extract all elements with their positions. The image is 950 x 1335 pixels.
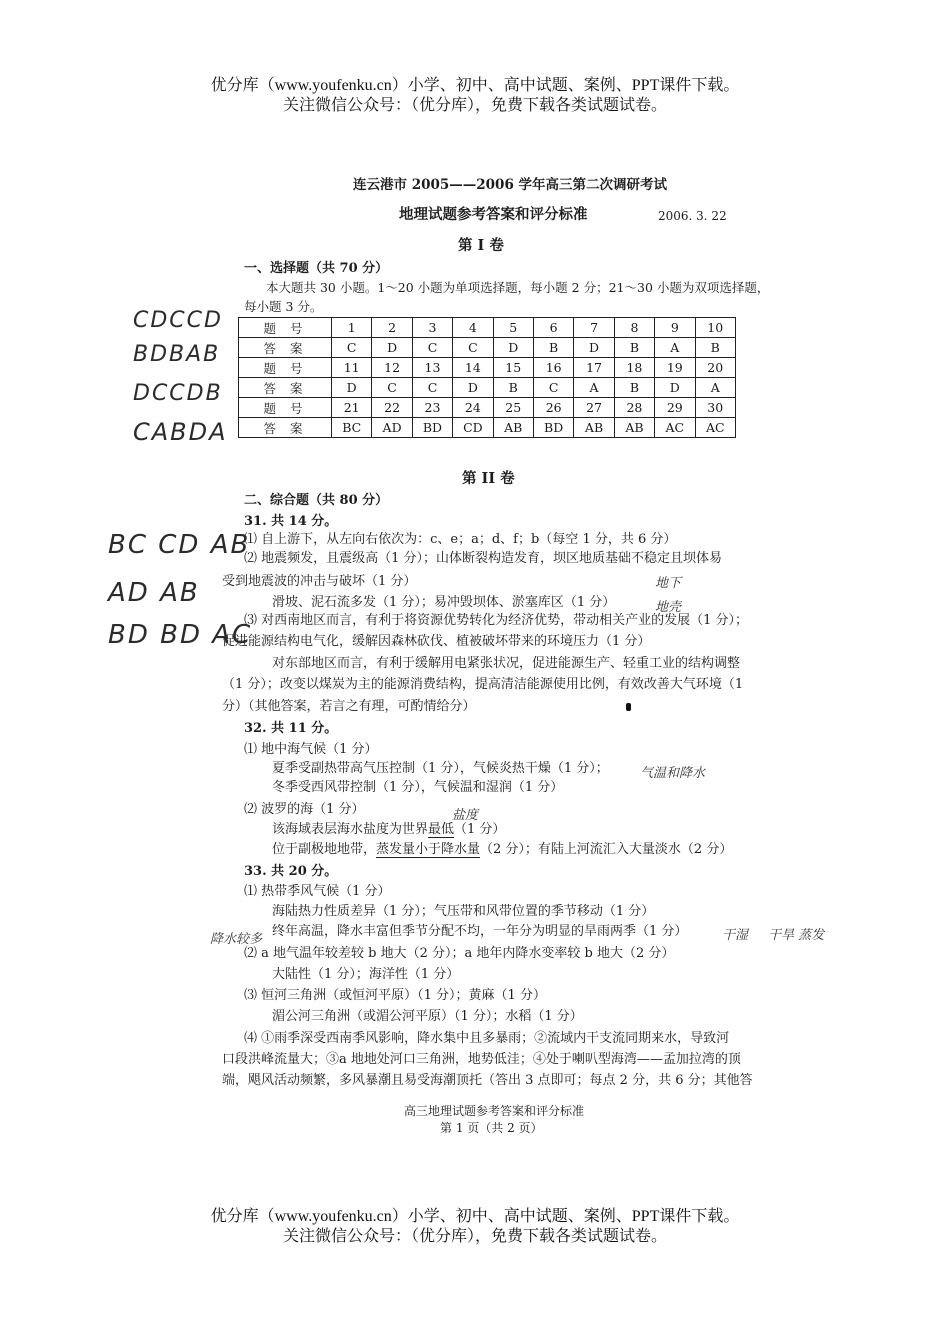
answer-cell: D [574, 338, 614, 358]
question-number-cell: 9 [655, 318, 695, 338]
q32-p2b-underlined: 最低 [428, 822, 455, 837]
q32-head: 32. 共 11 分。 [244, 721, 338, 736]
question-number-cell: 30 [695, 398, 735, 418]
answer-cell: A [574, 378, 614, 398]
answer-cell: BD [533, 418, 573, 438]
answer-cell: AB [614, 418, 654, 438]
q31-p2a: ⑵ 地震频发，且震级高（1 分）；山体断裂构造发育，坝区地质基础不稳定且坝体易 [244, 551, 723, 566]
question-number-cell: 13 [412, 358, 452, 378]
section-2-heading: 二、综合题（共 80 分） [244, 493, 389, 508]
row-label-answer: 答案 [239, 418, 332, 438]
answer-cell: B [533, 338, 573, 358]
answer-table-row [239, 418, 736, 438]
doc-date: 2006. 3. 22 [658, 209, 727, 223]
question-number-cell: 10 [695, 318, 735, 338]
handwriting-note-ganhan: 干旱 蒸发 [768, 928, 825, 943]
question-number-cell: 29 [655, 398, 695, 418]
answer-cell: BC [332, 418, 372, 438]
q32-p1c: 冬季受西风带控制（1 分），气候温和湿润（1 分） [272, 780, 564, 795]
question-number-cell: 12 [372, 358, 412, 378]
answer-table-row [239, 398, 736, 418]
question-number-cell: 3 [412, 318, 452, 338]
answer-cell: B [493, 378, 533, 398]
answer-table [238, 317, 736, 438]
q31-p1: ⑴ 自上游下，从左向右依次为：c、e；a；d、f；b（每空 1 分，共 6 分） [244, 532, 677, 547]
banner-top [0, 76, 950, 116]
question-number-cell: 7 [574, 318, 614, 338]
handwriting-note-yanfen: 盐度 [452, 808, 479, 823]
q31-head: 31. 共 14 分。 [244, 514, 338, 529]
banner-line-1-bottom: 优分库（www.youfenku.cn）小学、初中、高中试题、案例、PPT课件下载。 [210, 1208, 740, 1225]
question-number-cell: 21 [332, 398, 372, 418]
footer-line-2: 第 1 页（共 2 页） [440, 1121, 543, 1135]
q31-p2b: 受到地震波的冲击与破坏（1 分） [222, 574, 417, 589]
answer-cell: AB [493, 418, 533, 438]
question-number-cell: 2 [372, 318, 412, 338]
row-label-answer: 答案 [239, 338, 332, 358]
question-number-cell: 18 [614, 358, 654, 378]
answer-cell: D [453, 378, 493, 398]
answer-cell: AB [574, 418, 614, 438]
answer-cell: C [412, 378, 452, 398]
banner-line-2: 关注微信公众号：（优分库），免费下载各类试题试卷。 [282, 97, 667, 114]
answer-table-row [239, 338, 736, 358]
answer-table-row [239, 318, 736, 338]
answer-cell: AC [695, 418, 735, 438]
handwriting-margin-4: CABDA [133, 418, 228, 446]
banner-line-1: 优分库（www.youfenku.cn）小学、初中、高中试题、案例、PPT课件下载。 [210, 77, 740, 94]
section-1-instruction-b: 每小题 3 分。 [244, 299, 323, 314]
handwriting-left-1: BC CD AB [108, 530, 251, 560]
q32-p2: ⑵ 波罗的海（1 分） [244, 802, 365, 817]
footer-line-1: 高三地理试题参考答案和评分标准 [404, 1104, 585, 1118]
row-label-question: 题号 [239, 318, 332, 338]
question-number-cell: 15 [493, 358, 533, 378]
q31-p3b: 促进能源结构电气化，缓解因森林砍伐、植被破坏带来的环境压力（1 分） [222, 634, 651, 649]
q32-p2c [272, 841, 732, 859]
q32-p2c-underlined: 蒸发量小于降水量 [376, 842, 481, 857]
volume-2-heading: 第 II 卷 [462, 470, 515, 487]
question-number-cell: 16 [533, 358, 573, 378]
answer-cell: CD [453, 418, 493, 438]
question-number-cell: 25 [493, 398, 533, 418]
q33-p1c: 终年高温，降水丰富但季节分配不均，一年分为明显的旱雨两季（1 分） [272, 924, 688, 939]
handwriting-left-2: AD AB [108, 578, 200, 608]
q32-p1b: 夏季受副热带高气压控制（1 分），气候炎热干燥（1 分）； [272, 761, 609, 776]
answer-cell: A [655, 338, 695, 358]
answer-table-row [239, 358, 736, 378]
q33-p4c: 端，飓风活动频繁，多风暴潮且易受海潮顶托（答出 3 点即可；每点 2 分，共 6 分；其他答 [222, 1073, 753, 1088]
question-number-cell: 26 [533, 398, 573, 418]
answer-cell: AC [655, 418, 695, 438]
answer-cell: BD [412, 418, 452, 438]
question-number-cell: 22 [372, 398, 412, 418]
banner-bottom [0, 1207, 950, 1247]
q33-p3b: 湄公河三角洲（或湄公河平原）（1 分）；水稻（1 分） [272, 1009, 583, 1024]
row-label-question: 题号 [239, 398, 332, 418]
question-number-cell: 1 [332, 318, 372, 338]
answer-cell: C [533, 378, 573, 398]
answer-cell: B [614, 338, 654, 358]
q31-p3e: 分）（其他答案，若言之有理，可酌情给分） [222, 699, 476, 714]
row-label-answer: 答案 [239, 378, 332, 398]
answer-cell: D [493, 338, 533, 358]
answer-cell: A [695, 378, 735, 398]
handwriting-margin-2: BDBAB [133, 342, 221, 367]
answer-cell: C [412, 338, 452, 358]
question-number-cell: 17 [574, 358, 614, 378]
answer-cell: B [614, 378, 654, 398]
banner-line-2-bottom: 关注微信公众号：（优分库），免费下载各类试题试卷。 [282, 1228, 667, 1245]
answer-table-row [239, 378, 736, 398]
q31-p2c: 滑坡、泥石流多发（1 分）；易冲毁坝体、淤塞库区（1 分） [272, 595, 616, 610]
question-number-cell: 11 [332, 358, 372, 378]
answer-cell: AD [372, 418, 412, 438]
q33-p2b: 大陆性（1 分）；海洋性（1 分） [272, 967, 460, 982]
handwriting-margin-1: CDCCD [133, 308, 223, 333]
q33-p4b: 口段洪峰流量大；③a 地地处河口三角洲，地势低洼；④处于喇叭型海湾——孟加拉湾的顶 [222, 1052, 741, 1067]
q32-p2b-post: （1 分） [454, 822, 506, 837]
question-number-cell: 19 [655, 358, 695, 378]
q33-p1b: 海陆热力性质差异（1 分）；气压带和风带位置的季节移动（1 分） [272, 904, 655, 919]
question-number-cell: 23 [412, 398, 452, 418]
q33-p2: ⑵ a 地气温年较差较 b 地大（2 分）；a 地年内降水变率较 b 地大（2 分） [244, 946, 675, 961]
q33-p1: ⑴ 热带季风气候（1 分） [244, 884, 391, 899]
ink-dot [626, 703, 631, 711]
q32-p2c-pre: 位于副极地地带， [272, 842, 377, 857]
exam-title: 连云港市 2005——2006 学年高三第二次调研考试 [353, 177, 668, 193]
doc-title: 地理试题参考答案和评分标准 [399, 206, 588, 223]
handwriting-note-jiangshui: 降水较多 [210, 932, 263, 947]
q33-p4a: ⑷ ①雨季深受西南季风影响，降水集中且多暴雨；②流域内干支流同期来水，导致河 [244, 1031, 730, 1046]
section-1-heading: 一、选择题（共 70 分） [244, 261, 389, 276]
section-1-instruction-a: 本大题共 30 小题。1～20 小题为单项选择题，每小题 2 分；21～30 小题为双项选择题， [266, 280, 770, 295]
answer-cell: D [655, 378, 695, 398]
answer-cell: D [372, 338, 412, 358]
answer-cell: C [453, 338, 493, 358]
handwriting-note-dixia: 地下 [655, 576, 682, 591]
q32-p1: ⑴ 地中海气候（1 分） [244, 742, 378, 757]
question-number-cell: 20 [695, 358, 735, 378]
q32-p2b [272, 821, 505, 839]
handwriting-left-3: BD BD AC [108, 620, 253, 650]
answer-cell: C [332, 338, 372, 358]
volume-1-heading: 第 I 卷 [458, 237, 504, 254]
q31-p3a: ⑶ 对西南地区而言，有利于将资源优势转化为经济优势，带动相关产业的发展（1 分）； [244, 613, 749, 628]
handwriting-note-dike: 地壳 [655, 600, 682, 615]
question-number-cell: 6 [533, 318, 573, 338]
question-number-cell: 28 [614, 398, 654, 418]
handwriting-note-ganzao: 干湿 [722, 928, 749, 943]
question-number-cell: 14 [453, 358, 493, 378]
question-number-cell: 4 [453, 318, 493, 338]
answer-cell: C [372, 378, 412, 398]
q32-p2c-post: （2 分）；有陆上河流汇入大量淡水（2 分） [480, 842, 733, 857]
q31-p3c: 对东部地区而言，有利于缓解用电紧张状况，促进能源生产、轻重工业的结构调整 [272, 656, 741, 671]
question-number-cell: 5 [493, 318, 533, 338]
handwriting-margin-3: DCCDB [133, 381, 223, 406]
answer-cell: B [695, 338, 735, 358]
q32-p2b-pre: 该海域表层海水盐度为世界 [272, 822, 429, 837]
row-label-question: 题号 [239, 358, 332, 378]
answer-cell: D [332, 378, 372, 398]
question-number-cell: 27 [574, 398, 614, 418]
q33-p3: ⑶ 恒河三角洲（或恒河平原）（1 分）；黄麻（1 分） [244, 988, 546, 1003]
q31-p3d: （1 分）；改变以煤炭为主的能源消费结构，提高清洁能源使用比例，有效改善大气环境（1 [222, 677, 744, 692]
handwriting-note-qiwen: 气温和降水 [640, 766, 706, 781]
question-number-cell: 24 [453, 398, 493, 418]
q33-head: 33. 共 20 分。 [244, 864, 338, 879]
question-number-cell: 8 [614, 318, 654, 338]
